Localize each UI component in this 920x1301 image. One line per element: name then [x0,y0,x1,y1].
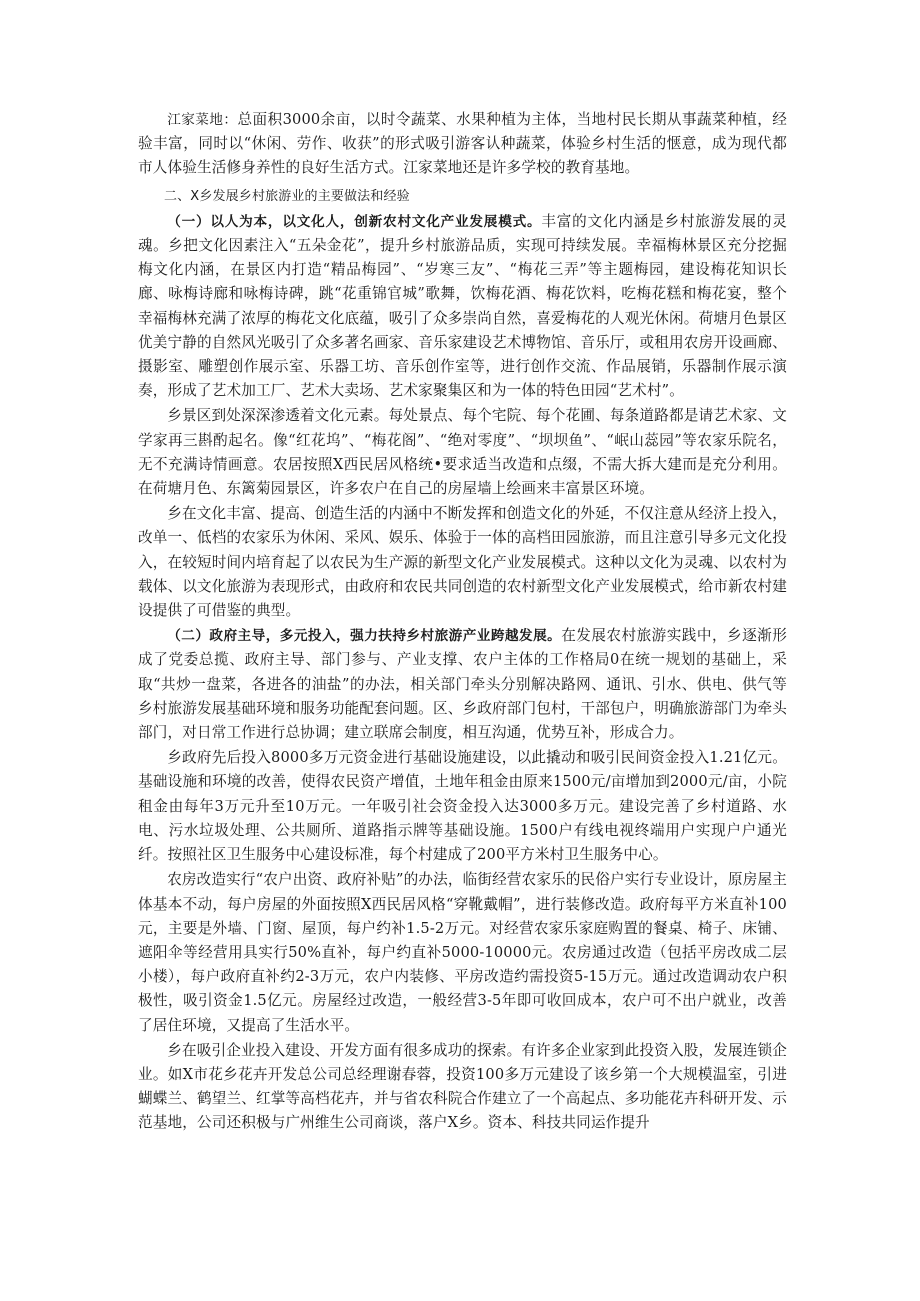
paragraph-infrastructure-investment: 乡政府先后投入8000多万元资金进行基础设施建设，以此撬动和吸引民间资金投入1.21亿元。基础设施和环境的改善，使得农民资产增值，土地年租金由原来1500元/亩增加到2000元/亩，小院租金由每年3万元升至10万元。一年吸引社会资金投入达3000多万元。建设完善了乡村道路、水电、污水垃圾处理、公共厕所、道路指示牌等基础设施。1500户有线电视终端用户实现户户通光纤。按照社区卫生服务中心建设标准，每个村建成了200平方米村卫生服务中心。 [138,749,787,864]
paragraph-text: 总面积3000余亩，以时令蔬菜、水果种植为主体，当地村民长期从事蔬菜种植，经验丰富，同时以“休闲、劳作、收获”的形式吸引游客认种蔬菜，体验乡村生活的惬意，成为现代都市人体验生活修身养性的良好生活方式。江家菜地还是许多学校的教育基地。 [138,111,787,177]
paragraph-government-led [138,624,787,745]
paragraph-lead: 江家菜地： [167,112,238,128]
paragraph-cultural-elements: 乡景区到处深深渗透着文化元素。每处景点、每个宅院、每个花圃、每条道路都是请艺术家、文学家再三斟酌起名。像“红花坞”、“梅花阁”、“绝对零度”、“坝坝鱼”、“岷山蕊园”等农家乐院名，无不充满诗情画意。农居按照X西民居风格统•要求适当改造和点缀，不需大拆大建而是充分利用。在荷塘月色、东篱菊园景区，许多农户在自己的房屋墙上绘画来丰富景区环境。 [138,407,787,498]
subsection-heading: （一）以人为本，以文化人，创新农村文化产业发展模式。 [167,213,542,230]
subsection-heading: （二）政府主导，多元投入，强力扶持乡村旅游产业跨越发展。 [167,628,562,645]
paragraph-text: 丰富的文化内涵是乡村旅游发展的灵魂。乡把文化因素注入“五朵金花”，提升乡村旅游品质，实现可持续发展。幸福梅林景区充分挖掘梅文化内涵，在景区内打造“精品梅园”、“岁寒三友”、“梅花三弄”等主题梅园，建设梅花知识长廊、咏梅诗廊和咏梅诗碑，跳“花重锦官城”歌舞，饮梅花酒、梅花饮料，吃梅花糕和梅花宴，整个幸福梅林充满了浓厚的梅花文化底蕴，吸引了众多崇尚自然，喜爱梅花的人观光休闲。荷塘月色景区优美宁静的自然风光吸引了众多著名画家、音乐家建设艺术博物馆、音乐厅，或租用农房开设画廊、摄影室、雕塑创作展示室、乐器工坊、音乐创作室等，进行创作交流、作品展销，乐器制作展示演奏，形成了艺术加工厂、艺术大卖场、艺术家聚集区和为一体的特色田园“艺术村”。 [138,212,787,400]
paragraph-cultural-extension: 乡在文化丰富、提高、创造生活的内涵中不断发挥和创造文化的外延，不仅注意从经济上投入，改单一、低档的农家乐为休闲、采风、娱乐、体验于一体的高档田园旅游，而且注意引导多元文化投入，在较短时间内培育起了以农民为生产源的新型文化产业发展模式。这种以文化为灵魂、以农村为载体、以文化旅游为表现形式，由政府和农民共同创造的农村新型文化产业发展模式，给市新农村建设提供了可借鉴的典型。 [138,505,787,620]
paragraph-house-renovation: 农房改造实行“农户出资、政府补贴”的办法，临街经营农家乐的民俗户实行专业设计，原房屋主体基本不动，每户房屋的外面按照X西民居风格“穿靴戴帽”，进行装修改造。政府每平方米直补100元，主要是外墙、门窗、屋顶，每户约补1.5-2万元。对经营农家乐家庭购置的餐桌、椅子、床铺、遮阳伞等经营用具实行50%直补，每户约直补5000-10000元。农房通过改造（包括平房改成二层小楼），每户政府直补约2-3万元，农户内装修、平房改造约需投资5-15万元。通过改造调动农户积极性，吸引资金1.5亿元。房屋经过改造，一般经营3-5年即可收回成本，农户可不出户就业，改善了居住环境，又提高了生活水平。 [138,871,787,1034]
paragraph-culture-model [138,210,787,404]
paragraph-enterprise-investment: 乡在吸引企业投入建设、开发方面有很多成功的探索。有许多企业家到此投资入股，发展连锁企业。如X市花乡花卉开发总公司总经理谢春蓉，投资100多万元建设了该乡第一个大规模温室，引进蝴蝶兰、鹤望兰、红掌等高档花卉，并与省农科院合作建立了一个高起点、多功能花卉科研开发、示范基地，公司还积极与广州维生公司商谈，落户X乡。资本、科技共同运作提升 [138,1041,787,1132]
paragraph-jiangjia-vegetable-field [138,108,787,181]
paragraph-text: 在发展农村旅游实践中，乡逐渐形成了党委总揽、政府主导、部门参与、产业支撑、农户主体的工作格局0在统一规划的基础上，采取“共炒一盘菜，各进各的油盐”的办法，相关部门牵头分别解决路网、通讯、引水、供电、供气等乡村旅游发展基础环境和服务功能配套问题。区、乡政府部门包村，干部包户，明确旅游部门为牵头部门，对日常工作进行总协调；建立联席会制度，相互沟通，优势互补，形成合力。 [138,627,787,742]
section-heading: 二、X乡发展乡村旅游业的主要做法和经验 [164,188,410,204]
document-page [138,108,787,1136]
